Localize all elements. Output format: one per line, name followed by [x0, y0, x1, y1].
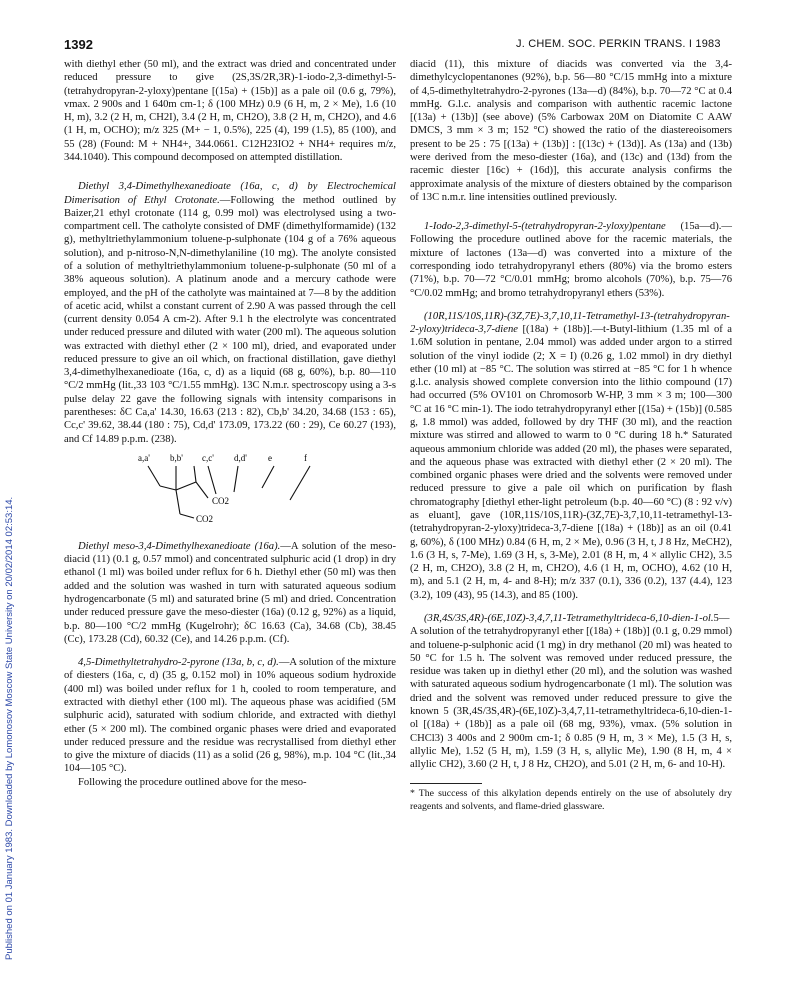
section-heading: 1-Iodo-2,3-dimethyl-5-(tetrahydropyran-2-yloxy)pentane — [424, 221, 666, 233]
paragraph-body: —A solution of the mixture of diesters (16a, c, d) (35 g, 0.152 mol) in 10% aqueous sodium hydroxide (400 ml) was boiled under reflux for 1 h, cooled to room temperature, and extracted with diethyl ether (100 ml). The aqueous phase was acidified (5M sulphuric acid), saturated with sodium chloride, and extracted with diethyl ether (5 × 200 ml). The combined organic phases were dried and evaporated under reduced pressure and the residue was recrystallised from diethyl ether to give the mixture of diacids (11) as a solid (26 g, 98%), m.p. 104 °C (lit.,34 104—105 °C). — [64, 657, 396, 775]
structure-label-b: b,b' — [170, 452, 183, 463]
structure-label-f: f — [304, 452, 307, 463]
paragraph — [64, 540, 396, 646]
paragraph-body: —Following the method outlined by Baizer,21 ethyl crotonate (114 g, 0.99 mol) was electrolysed using a two-compartment cell. The catholyte consisted of DMF (dimethylformamide) (132 g), methyltriethylammonium toluene-p-sulphonate (104 g of a 76% aqueous solution), and p-nitroso-N,N-dimethylaniline (10 mg). The anolyte consisted of a solution of methyltriethylammonium toluene-p-sulphonate (50 ml of a 38% aqueous solution). A platinum anode and a mercury cathode were employed, and the pH of the catholyte was maintained at 7—8 by the addition of acetic acid, whilst a constant current of 2.90 A was passed through the cell (current density 0.054 A cm-2). After 9.1 h the electrolyte was concentrated under reduced pressure and diluted with water (200 ml). The aqueous solution was extracted with diethyl ether (2 × 100 ml), dried, and evaporated under reduced pressure to give an oil which, on fractional distillation, gave diethyl 3,4-dimethylhexanedioate (16a, c, d) as a liquid (68 g, 60%), b.p. 80—110 °C/2 mmHg (lit.,33 103 °C/1.55 mmHg). 13C N.m.r. spectroscopy using a 3-s pulse delay 22 gave the following signals with intensity comparisons in parentheses: δC Ca,a' 14.30, 16.63 (213 : 82), Cb,b' 34.20, 34.68 (153 : 65), Cc,c' 39.62, 38.44 (180 : 75), Cd,d' 173.09, 173.22 (60 : 29), Ce 60.27 (193), and Cf 14.89 p.p.m. (238). — [64, 194, 396, 445]
paragraph: Following the procedure outlined above for the meso- — [78, 776, 307, 788]
paragraph — [64, 656, 396, 776]
paragraph-body: [(18a) + (18b)].—t-Butyl-lithium (1.35 ml of a 1.6M solution in pentane, 2.04 mmol) was added under argon to a stirred solution of the vinyl iodide (2; X = I) (0.26 g, 1.02 mmol) in dry diethyl ether (10 ml) at −85 °C. The solution was stirred at −85 °C for 1 h whence g.l.c. analysis showed complete conversion into the lithio compound (17) had occurred (5% OV101 on Chromosorb W-HP, 3 mm × 3 m; 100—300 °C at 16 °C min-1). The iodo tetrahydropyranyl ether [(15a) + (15b)] (0.585 g, 1.8 mmol) was added, followed by dry THF (30 ml), and the reaction mixture was stirred and allowed to warm to 0 °C during 18 h.* Saturated aqueous ammonium chloride was added (20 ml), the phases were separated, and the aqueous phase was extracted with diethyl ether (2 × 20 ml). The combined organic phases were dried and the solvents were removed under reduced pressure to give a pale oil which on purification by flash chromatography [diethyl ether-light petroleum (b.p. 40—60 °C) (8 : 92 v/v) as eluant], gave (10R,11S/10S,11R)-(3Z,7E)-3,7,10,11-tetramethyl-13-(tetrahydropyran-2-yloxy)trideca-3,7-diene [(18a) + (18b)] as an oil (0.41 g, 60%), δ (100 MHz) 0.84 (6 H, m, 2 × Me), 0.96 (3 H, t, J 8 Hz, MeCH2), 1.6 (3 H, s, 7-Me), 1.69 (3 H, s, 3-Me), 2.01 (8 H, m, 4 × allylic CH2), 3.5 (2 H, m, CH2O), 3.8 (2 H, m, CH2O), 4.6 (1 H, m, OCHO), 4.62 (10 H, m), and 5.1 (2 H, m, 4- and 8-H); m/z 337 (0.1), 336 (0.2), 137 (4.4), 123 (3.2), 109 (43), 95 (14.3), and 85 (100). — [410, 324, 733, 601]
paragraph — [410, 310, 732, 602]
section-heading: (10R,11S/10S,11R)-(3Z,7E)-3,7,10,11-Tetramethyl-13-(tetrahydropyran-2-yloxy)trideca-3,7-diene — [410, 310, 730, 336]
structure-label-d: d,d' — [234, 452, 247, 463]
skeleton-bonds — [148, 466, 310, 518]
paragraph: diacid (11), this mixture of diacids was converted via the 3,4-dimethylcyclopentanones (92%), b.p. 56—80 °C/15 mmHg into a mixture of 4,5-dimethyltetrahydro-2-pyrones (13a—d) (84%), b.p. 70—72 °C at 0.4 mmHg. G.l.c. analysis and comparison with authentic racemic lactone [(13a) + (13b)] (see above) (5% Carbowax 20M on Diatomite C AAW DMCS, 3 mm × 3 m; 152 °C) showed the ratio of the diastereoisomers present to be 25 : 75 [(13a) + (13b)] : [(13c) + (13d)]. As (13a) and (13b) were derived from the meso-diester (16a), and (13c) and (13d) from the racemic diester [16c) + (16d)], this accurate analysis confirms the approximate analysis of the mixture of diesters obtained by the comparison of 13C n.m.r. line intensities outlined previously. — [410, 59, 732, 203]
section-heading: Diethyl meso-3,4-Dimethylhexanedioate (16a). — [78, 540, 281, 552]
section-heading: 4,5-Dimethyltetrahydro-2-pyrone (13a, b, c, d). — [78, 657, 279, 669]
structure-label-c: c,c' — [202, 452, 214, 463]
section-heading: Diethyl 3,4-Dimethylhexanedioate (16a, c, d) by Electrochemical Dimerisation of Ethyl Crotonate. — [64, 181, 396, 206]
section-heading: (3R,4S/3S,4R)-(6E,10Z)-3,4,7,11-Tetramethyltrideca-6,10-dien-1-ol. — [424, 612, 714, 624]
ester-group-upper: CO2 — [212, 495, 230, 506]
footnote: * The success of this alkylation depends entirely on the use of absolutely dry reagents and solvents, and flame-dried glassware. — [410, 788, 732, 812]
paragraph — [410, 612, 732, 771]
download-watermark: Published on 01 January 1983. Downloaded by Lomonosov Moscow State University on 20/02/2014 02:53:14. — [4, 496, 15, 960]
structure-label-a: a,a' — [138, 452, 150, 463]
paragraph: with diethyl ether (50 ml), and the extract was dried and concentrated under reduced pressure to give (2S,3S/2R,3R)-1-iodo-2,3-dimethyl-5-(tetrahydropyran-2-yloxy)pentane [(15a) + (15b)] as a pale oil (0.6 g, 79%), vmax. 2 900s and 1 640m cm-1; δ (100 MHz) 0.9 (6 H, m, 2 × Me), 1.6 (10 H, m), 3.2 (2 H, m, CH2I), 3.4 (2 H, m, CH2O), 3.8 (2 H, m, CH2O), and 4.6 (1 H, m, OCHO); m/z 325 (M+ − 1, 0.5%), 225 (4), 199 (1.5), 85 (100), and 55 (28) (Found: M + NH4+, 344.0661. C12H23IO2 + NH4+ requires m/z, 344.1040). This compound decomposed on attempted distillation. — [64, 59, 396, 163]
left-column — [64, 58, 396, 789]
structure-label-e: e — [268, 452, 272, 463]
paragraph-body: (15a—d).—Following the procedure outlined above for the racemic materials, the mixture of lactones (13a—d) was converted into a mixture of the corresponding iodo tetrahydropyranyl ethers (80%) via the bromo esters (71%), b.p. 70—72 °C/0.01 mmHg; bromo alcohols (70%), b.p. 75—76 °C/0.02 mmHg; and bromo tetrahydropyranyl ethers (53%). — [410, 221, 732, 299]
paragraph-body: 5—A solution of the tetrahydropyranyl ether [(18a) + (18b)] (0.1 g, 0.29 mmol) and toluene-p-sulphonic acid (1 mg) in dry methanol (20 ml) was heated to 50 °C for 1.5 h. The solvent was removed under reduced pressure, the residue was taken up in diethyl ether (20 ml), and the solution was washed with saturated aqueous sodium hydrogencarbonate (1 ml). The solution was dried and the solvent was removed under reduced pressure to give the known 5 (3R,4S/3S,4R)-(6E,10Z)-3,4,7,11-tetramethyltrideca-6,10-dien-1-ol [(18a) + (18b)] as a pale oil (68 mg, 93%), vmax. (5% solution in CHCl3) 3 400s and 2 900m cm-1; δ 0.85 (9 H, m, 3 × Me), 1.5 (3 H, s, allylic Me), 1.52 (5 H, m), 1.59 (3 H, s, allylic Me), 1.90 (8 H, m, 4 × allylic CH2), 3.60 (2 H, t, J 8 Hz, CH2O), and 5.01 (2 H, m, 6- and 10-H). — [410, 612, 732, 771]
diester-structure-diagram — [134, 452, 334, 534]
paragraph — [64, 180, 396, 446]
paragraph — [410, 220, 732, 300]
journal-running-header: J. CHEM. SOC. PERKIN TRANS. I 1983 — [516, 38, 721, 50]
paragraph-body: —A solution of the meso-diacid (11) (0.1 g, 0.57 mmol) and concentrated sulphuric acid (1 drop) in dry ethanol (1 ml) was boiled under reflux for 6 h. Diethyl ether (50 ml) was then added and the solution was washed in turn with saturated aqueous sodium hydrogencarbonate (5 ml) and saturated brine (5 ml) and dried. Concentration under reduced pressure gave the meso-diester (16a) (0.12 g, 92%) as a liquid, b.p. 80—100 °C/2 mmHg (Kugelrohr); δC 16.63 (Ca), 34.68 (Cb), 38.45 (Cc), 173.28 (Cd), 60.32 (Ce), and 14.26 p.p.m. (Cf). — [64, 540, 396, 645]
page-number: 1392 — [64, 37, 93, 52]
right-column — [410, 58, 732, 813]
ester-group-lower: CO2 — [196, 513, 214, 524]
footnote-rule — [410, 783, 482, 784]
